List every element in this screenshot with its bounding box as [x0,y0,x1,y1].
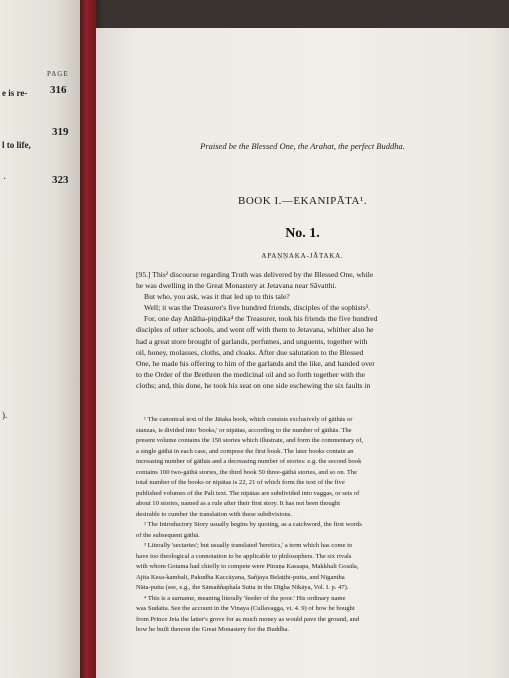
footnote-line: how he built thereon the Great Monastery for the Buddha. [136,626,290,633]
footnote-line: contains 100 two-gāthā stories, the third book 50 three-gāthā stories, and so on. The [136,468,358,476]
left-page [0,0,80,678]
footnote-fragment: ). [2,410,8,420]
text-line: oil, honey, molasses, cloths, and cloaks. After due salutation to the Blessed [136,347,364,357]
footnote-line: was Sudatta. See the account in the Vinaya (Cullavagga, vi. 4. 9) of how he bought [136,605,355,612]
page-edge-shading [489,28,509,678]
footnote-line: have too theological a connotation to be applicable to philosophers. The six rivals [136,552,352,560]
text-line: disciples of other schools, and went off with them to Jetavana, whither also he [136,325,374,335]
text-line: For, one day Anātha-piṇḍika⁴ the Treasurer, took his friends the five hundred [144,314,378,324]
footnotes [136,415,466,636]
jataka-number: No. 1. [285,226,320,241]
footnote-line: desirable to cumber the translation with these subdivisions. [136,510,293,518]
contents-entry [0,126,80,150]
text-line: to the Order of the Brethren the medicinal oil and so forth together with the [136,369,366,379]
footnote-line: Ajita Kesa-kambali, Pakudha Kaccāyana, Sañjaya Belaṭṭhi-putta, and Nigantha [136,573,345,581]
jataka-name: APAṆṆAKA-JĀTAKA. [261,252,344,260]
footnote-line: from Prince Jeta the latter's grove for as much money as would pave the ground, and [136,615,360,623]
footnote-line: present volume contains the 150 stories which illustrate, and form the commentary of, [136,437,364,444]
opening-invocation: Praised be the Blessed One, the Arahat, the perfect Buddha. [200,141,405,151]
footnote-line: total number of the books or nipātas is 22, 21 of which form the text of the five [136,479,345,486]
footnote-line: stanzas, is divided into 'books,' or nipātas, according to the number of gāthās. The [136,426,352,434]
entry-page-number: 319 [52,126,69,138]
entry-fragment: e is re- [2,88,28,98]
main-text [136,269,466,391]
text-line: But who, you ask, was it that led up to this tale? [144,292,290,302]
text-line: he was dwelling in the Great Monastery at Jetavana near Sāvatthi. [136,281,337,291]
entry-fragment: l to life, [2,140,31,150]
entry-page-number: 316 [50,84,67,96]
footnote-line: increasing number of gāthās and a decreasing number of stories: e.g. the second book [136,458,362,465]
text-line: [95.] This² discourse regarding Truth was delivered by the Blessed One, while [136,270,374,279]
footnote-line: ¹ The canonical text of the Jātaka book, which consists exclusively of gāthās or [144,416,353,423]
red-binding-spine [80,0,96,678]
text-line: Well; it was the Treasurer's five hundred friends, disciples of the sophists³. [144,303,370,313]
text-line: cloths; and, this done, he took his seat on one side eschewing the six faults in [136,380,371,390]
entry-fragment: · [3,174,7,185]
footnote-line: ⁴ This is a surname, meaning literally 'feeder of the poor.' His ordinary name [144,594,346,602]
footnote-line: about 10 stories, named as a rule after their first story. It has not been thought [136,500,341,507]
contents-page-header: PAGE [47,70,69,78]
book-title: BOOK I.—EKANIPĀTA¹. [238,195,367,207]
footnote-line: published volumes of the Pali text. The nipātas are subdivided into vaggas, or sets of [136,489,360,497]
footnote-line: ² The Introductory Story usually begins by quoting, as a catchword, the first words [144,521,362,528]
footnote-line: Nāta-putta (see, e.g., the Sāmaññaphala Sutta in the Dīgha Nikāya, Vol. I. p. 47). [136,584,349,591]
footnote-line: ³ Literally 'sectaries'; but usually translated 'heretics,' a term which has come to [144,542,353,549]
footnote-line: a single gāthā in each case, and compose the first book. The later books contain an [136,447,354,455]
text-line: One, he made his offering to him of the garlands and the like, and handed over [136,358,375,368]
footnote-line: with whom Gotama had chiefly to compete were Pūraṇa Kassapa, Makkhali Gosāla, [136,563,359,570]
contents-entry [0,84,80,98]
contents-entry [0,174,80,188]
entry-page-number: 323 [52,174,69,186]
right-page [96,28,509,678]
text-line: had a great store brought of garlands, perfumes, and unguents, together with [136,336,368,346]
footnote-line: of the subsequent gāthā. [136,531,200,539]
